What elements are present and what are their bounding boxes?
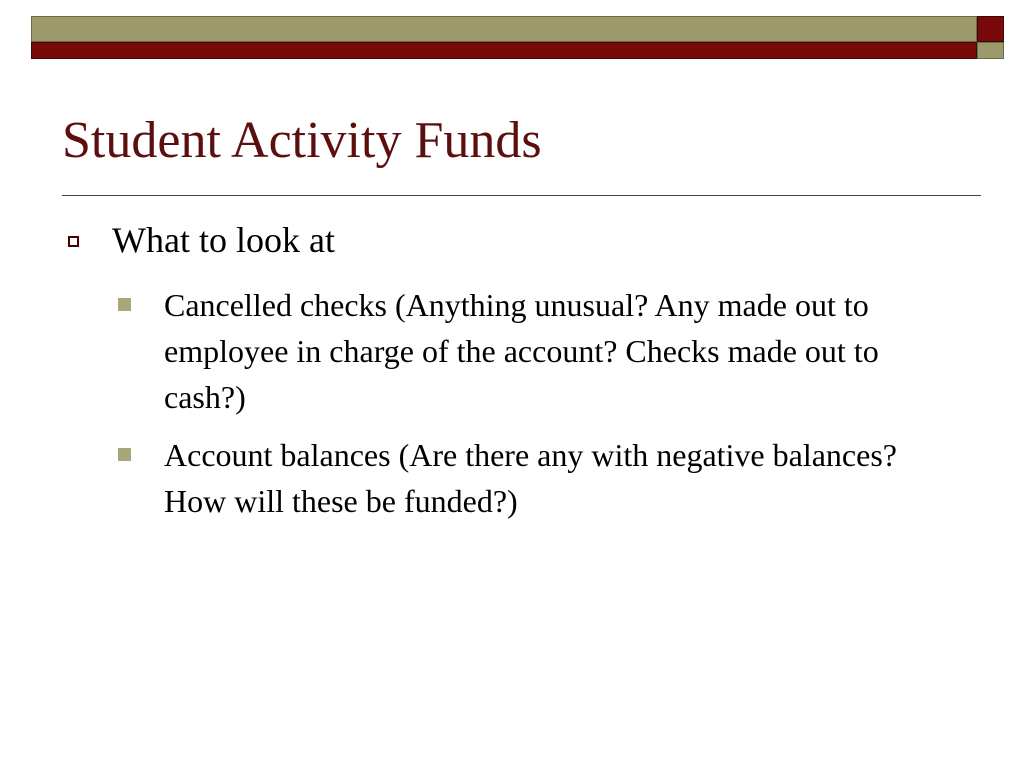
hollow-square-bullet-icon xyxy=(68,236,79,247)
header-square-maroon xyxy=(977,16,1004,42)
title-underline xyxy=(62,195,981,196)
sub-bullet-item xyxy=(118,282,978,420)
sub-bullet-text: Account balances (Are there any with negative balances? How will these be funded?) xyxy=(164,437,897,519)
header-square-olive xyxy=(977,42,1004,59)
sub-bullet-item xyxy=(118,432,978,524)
bullet-level1-text: What to look at xyxy=(112,220,335,260)
sub-bullet-list xyxy=(118,282,978,536)
header-bar-olive xyxy=(31,16,977,42)
sub-bullet-text: Cancelled checks (Anything unusual? Any made out to employee in charge of the account? Checks made out to cash?) xyxy=(164,287,879,415)
bullet-level1 xyxy=(68,218,968,262)
header-bar-maroon xyxy=(31,42,977,59)
solid-square-bullet-icon xyxy=(118,448,131,461)
slide-title: Student Activity Funds xyxy=(62,112,542,169)
solid-square-bullet-icon xyxy=(118,298,131,311)
